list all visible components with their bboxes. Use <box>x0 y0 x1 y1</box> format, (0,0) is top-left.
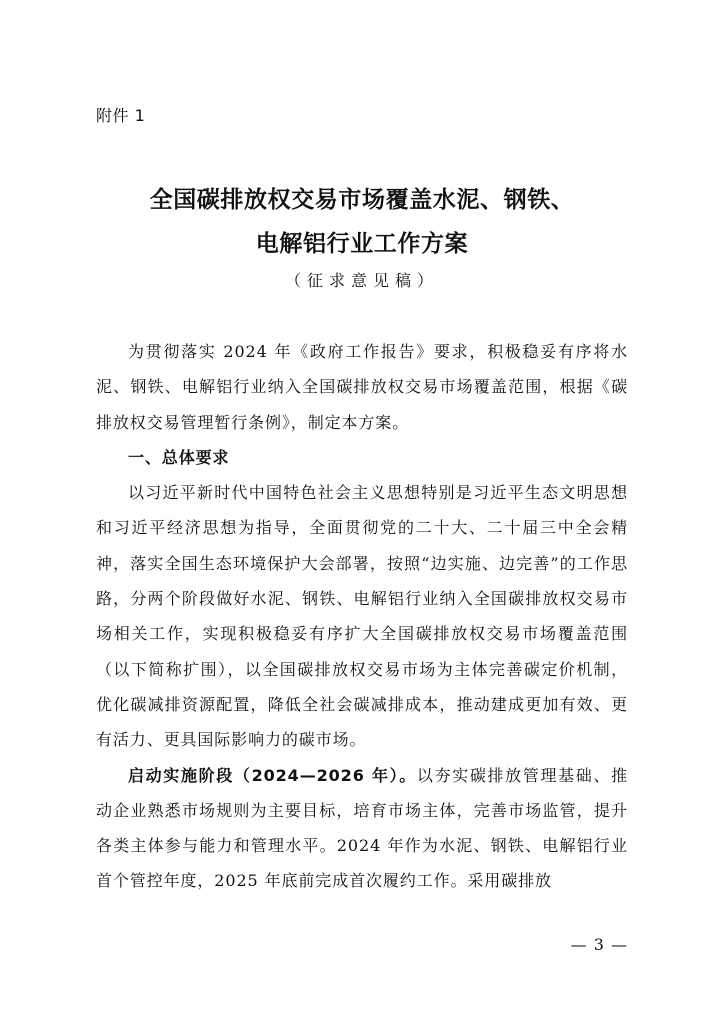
phase1-text: 以夯实碳排放管理基础、推动企业熟悉市场规则为主要目标，培育市场主体，完善市场监管，提升各类主体参与能力和管理水平。2024 年作为水泥、钢铁、电解铝行业首个管控年度，2025 年底前完成首次履约工作。采用碳排放 <box>96 765 628 891</box>
page-number: — 3 — <box>570 935 628 954</box>
attachment-label: 附件 1 <box>96 106 146 125</box>
section-heading-general-requirements: 一、总体要求 <box>128 447 230 467</box>
document-title-line-2: 电解铝行业工作方案 <box>255 231 469 257</box>
general-requirements-paragraph: 以习近平新时代中国特色社会主义思想特别是习近平生态文明思想和习近平经济思想为指导，全面贯彻党的二十大、二十届三中全会精神，落实全国生态环境保护大会部署，按照“边实施、边完善”的工作思路，分两个阶段做好水泥、钢铁、电解铝行业纳入全国碳排放权交易市场相关工作，实现积极稳妥有序扩大全国碳排放权交易市场覆盖范围（以下简称扩围），以全国碳排放权交易市场为主体完善碳定价机制，优化碳减排资源配置，降低全社会碳减排成本，推动建成更加有效、更有活力、更具国际影响力的碳市场。 <box>96 483 628 750</box>
intro-paragraph: 为贯彻落实 2024 年《政府工作报告》要求，积极稳妥有序将水泥、钢铁、电解铝行业纳入全国碳排放权交易市场覆盖范围，根据《碳排放权交易管理暂行条例》，制定本方案。 <box>96 342 628 432</box>
phase1-paragraph <box>96 758 628 899</box>
document-subtitle: （征求意见稿） <box>284 271 439 290</box>
phase1-lead: 启动实施阶段（2024—2026 年）。 <box>128 765 417 785</box>
document-title-line-1: 全国碳排放权交易市场覆盖水泥、钢铁、 <box>149 187 575 213</box>
document-body <box>96 334 628 899</box>
